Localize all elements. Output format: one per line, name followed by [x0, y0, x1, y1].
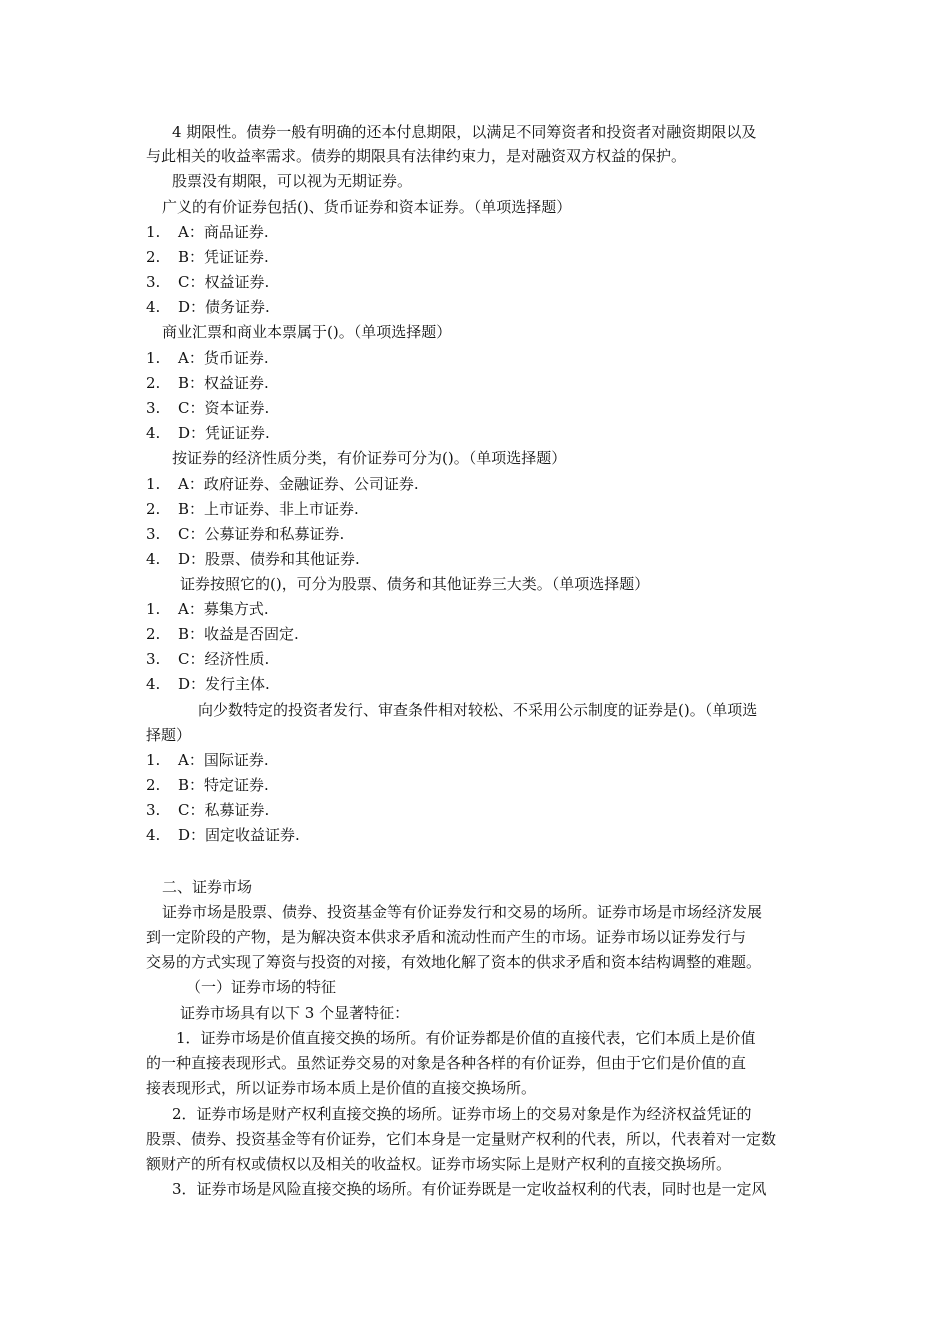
paragraph-line: 到一定阶段的产物，是为解决资本供求矛盾和流动性而产生的市场。证券市场以证券发行与 [146, 928, 747, 946]
option-text: B：凭证证券. [178, 248, 269, 266]
paragraph-line: 证券市场是股票、债券、投资基金等有价证券发行和交易的场所。证券市场是市场经济发展 [162, 903, 763, 921]
question-stem: 向少数特定的投资者发行、审查条件相对较松、不采用公示制度的证券是()。（单项选 [198, 701, 758, 719]
paragraph-line: 的一种直接表现形式。虽然证券交易的对象是各种各样的有价证券，但由于它们是价值的直 [146, 1054, 747, 1072]
paragraph-line: 证券市场具有以下 3 个显著特征： [180, 1004, 410, 1022]
option-text: B：收益是否固定. [178, 625, 299, 643]
question-stem: 证券按照它的()，可分为股票、债务和其他证券三大类。（单项选择题） [180, 575, 650, 593]
question-stem: 商业汇票和商业本票属于()。（单项选择题） [162, 323, 452, 341]
question-stem: 按证券的经济性质分类，有价证券可分为()。（单项选择题） [172, 449, 567, 467]
option-text: C：经济性质. [178, 650, 270, 668]
option-number: 4. [146, 298, 161, 316]
option-text: B：特定证券. [178, 776, 269, 794]
option-text: A：货币证券. [178, 349, 269, 367]
option-number: 3. [146, 525, 161, 543]
option-text: D：股票、债券和其他证券. [178, 550, 360, 568]
option-number: 4. [146, 675, 161, 693]
option-number: 2. [146, 248, 161, 266]
option-number: 1. [146, 600, 161, 618]
option-text: D：发行主体. [178, 675, 270, 693]
paragraph-line: 2．证券市场是财产权利直接交换的场所。证券市场上的交易对象是作为经济权益凭证的 [172, 1105, 752, 1123]
option-number: 1. [146, 223, 161, 241]
option-number: 3. [146, 801, 161, 819]
paragraph-line: 股票、债券、投资基金等有价证券，它们本身是一定量财产权利的代表，所以，代表着对一定数 [146, 1130, 777, 1148]
option-number: 4. [146, 826, 161, 844]
option-number: 4. [146, 550, 161, 568]
option-text: A：政府证券、金融证券、公司证券. [178, 475, 419, 493]
option-text: A：募集方式. [178, 600, 269, 618]
option-text: D：债务证券. [178, 298, 270, 316]
option-number: 3. [146, 273, 161, 291]
option-number: 3. [146, 399, 161, 417]
paragraph-line: 与此相关的收益率需求。债券的期限具有法律约束力，是对融资双方权益的保护。 [146, 147, 687, 165]
option-text: C：公募证券和私募证券. [178, 525, 345, 543]
option-number: 1. [146, 475, 161, 493]
option-text: C：资本证券. [178, 399, 270, 417]
option-text: A：商品证券. [178, 223, 269, 241]
paragraph-line: 1．证券市场是价值直接交换的场所。有价证券都是价值的直接代表，它们本质上是价值 [176, 1029, 756, 1047]
option-text: C：私募证券. [178, 801, 270, 819]
paragraph-line: 股票没有期限，可以视为无期证券。 [172, 172, 413, 190]
option-number: 2. [146, 625, 161, 643]
option-text: D：凭证证券. [178, 424, 270, 442]
option-number: 2. [146, 374, 161, 392]
paragraph-line: 交易的方式实现了筹资与投资的对接，有效地化解了资本的供求矛盾和资本结构调整的难题。 [146, 953, 762, 971]
option-text: C：权益证券. [178, 273, 270, 291]
option-number: 2. [146, 776, 161, 794]
section-heading: 二、证券市场 [162, 878, 253, 896]
option-text: D：固定收益证券. [178, 826, 300, 844]
question-stem: 广义的有价证券包括()、货币证券和资本证券。（单项选择题） [162, 198, 572, 216]
paragraph-line: 接表现形式，所以证券市场本质上是价值的直接交换场所。 [146, 1079, 537, 1097]
subheading: （一）证券市场的特征 [186, 978, 337, 996]
option-text: B：上市证券、非上市证券. [178, 500, 359, 518]
option-text: B：权益证券. [178, 374, 269, 392]
paragraph-line: 额财产的所有权或债权以及相关的收益权。证券市场实际上是财产权利的直接交换场所。 [146, 1155, 732, 1173]
option-number: 1. [146, 349, 161, 367]
paragraph-line: 3．证券市场是风险直接交换的场所。有价证券既是一定收益权利的代表，同时也是一定风 [172, 1180, 767, 1198]
option-text: A：国际证券. [178, 751, 269, 769]
option-number: 1. [146, 751, 161, 769]
option-number: 2. [146, 500, 161, 518]
option-number: 3. [146, 650, 161, 668]
paragraph-line: 4 期限性。债券一般有明确的还本付息期限，以满足不同筹资者和投资者对融资期限以及 [172, 123, 757, 141]
option-number: 4. [146, 424, 161, 442]
question-stem-continuation: 择题） [146, 726, 192, 744]
